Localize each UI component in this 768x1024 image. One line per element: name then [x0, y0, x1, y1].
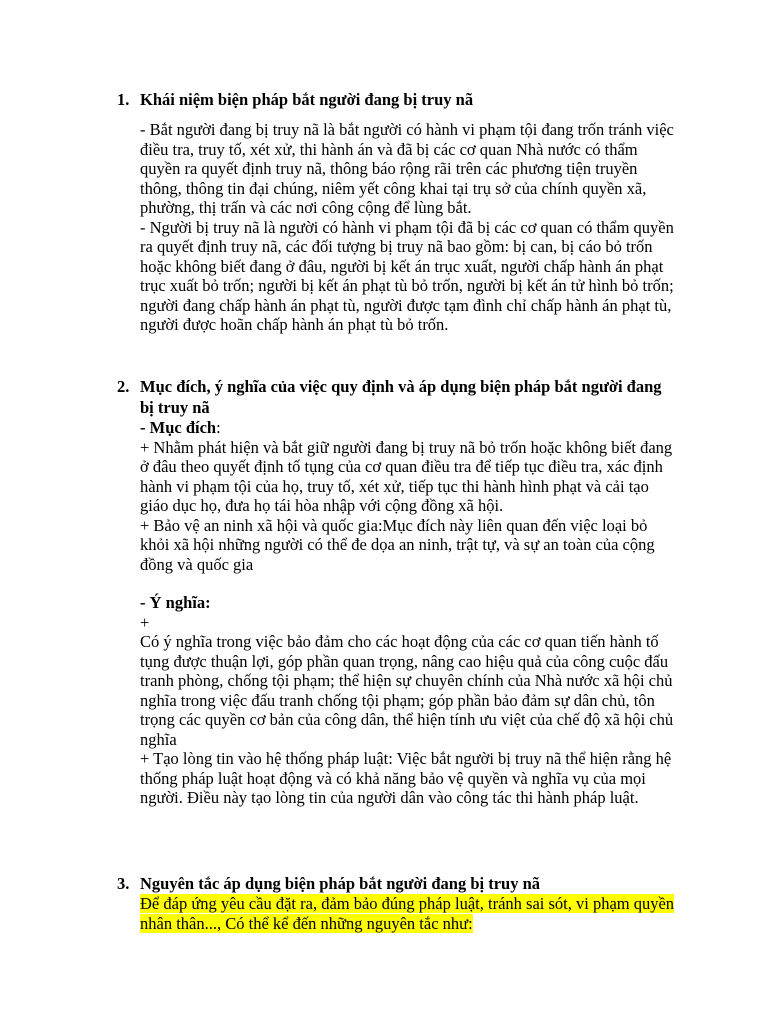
section-1-body — [140, 120, 677, 335]
section-1-paragraph-definition: - Bắt người đang bị truy nã là bắt người có hành vi phạm tội đang trốn tránh việc điều tra, truy tố, xét xử, thi hành án và đã bị các cơ quan Nhà nước có thẩm quyền ra quyết định truy nã, thông báo rộng rãi trên các phương tiện truyền thông, thông tin đại chúng, niêm yết công khai tại trụ sở của chính quyền xã, phường, thị trấn và các nơi công cộng để lùng bắt. — [140, 120, 674, 217]
purpose-label-text: - Mục đích — [140, 418, 217, 437]
purpose-label — [140, 418, 677, 438]
section-2-heading — [117, 376, 677, 418]
meaning-plus: + — [140, 612, 150, 632]
section-2-title: Mục đích, ý nghĩa của việc quy định và áp dụng biện pháp bắt người đang bị truy nã — [140, 377, 662, 417]
section-1-number: 1. — [117, 90, 130, 109]
meaning-item-1: Có ý nghĩa trong việc bảo đảm cho các hoạt động của các cơ quan tiến hành tố tụng được thuận lợi, góp phần quan trọng, nâng cao hiệu quả của công cuộc đấu tranh phòng, chống tội phạm; thể hiện sự chuyên chính của Nhà nước xã hội chủ nghĩa trong việc đấu tranh chống tội phạm; góp phần bảo đảm sự dân chủ, tôn trọng các quyền cơ bản của công dân, thể hiện tính ưu việt của chế độ xã hội chủ nghĩa — [140, 632, 674, 749]
section-1-heading — [117, 89, 677, 110]
meaning-item-2: + Tạo lòng tin vào hệ thống pháp luật: Việc bắt người bị truy nã thể hiện rằng hệ thống pháp luật hoạt động và có khả năng bảo vệ quyền và nghĩa vụ của mọi người. Điều này tạo lòng tin của người dân vào công tác thi hành pháp luật. — [140, 749, 672, 807]
section-2 — [117, 376, 677, 808]
purpose-item-2: + Bảo vệ an ninh xã hội và quốc gia:Mục đích này liên quan đến việc loại bỏ khỏi xã hội những người có thể đe dọa an ninh, trật tự, và sự an toàn của cộng đồng và quốc gia — [140, 515, 655, 574]
section-1-title: Khái niệm biện pháp bắt người đang bị truy nã — [140, 90, 474, 109]
purpose-label-colon: : — [216, 418, 221, 437]
meaning-label: - Ý nghĩa: — [140, 593, 211, 612]
section-2-body — [140, 418, 677, 808]
section-3-title: Nguyên tắc áp dụng biện pháp bắt người đang bị truy nã — [140, 874, 541, 893]
section-2-number: 2. — [117, 377, 130, 396]
spacer — [140, 574, 677, 593]
section-1 — [117, 89, 677, 335]
section-3 — [117, 873, 677, 933]
section-3-body — [140, 894, 677, 933]
highlighted-text: Để đáp ứng yêu cầu đặt ra, đảm bảo đúng pháp luật, tránh sai sót, vi phạm quyền nhân thân..., Có thể kể đến những nguyên tắc như: — [140, 894, 675, 933]
section-1-paragraph-wanted-person: - Người bị truy nã là người có hành vi phạm tội đã bị các cơ quan có thẩm quyền ra quyết định truy nã, các đối tượng bị truy nã bao gồm: bị can, bị cáo bỏ trốn hoặc không biết đang ở đâu, người bị kết án trục xuất, người chấp hành án phạt trục xuất bỏ trốn; người bị kết án phạt tù bỏ trốn, người bị kết án tử hình bỏ trốn; người đang chấp hành án phạt tù, người được tạm đình chỉ chấp hành án phạt tù, người được hoãn chấp hành án phạt tù bỏ trốn. — [140, 217, 674, 334]
section-3-highlighted-paragraph — [140, 894, 677, 933]
purpose-item-1: + Nhằm phát hiện và bắt giữ người đang bị truy nã bỏ trốn hoặc không biết đang ở đâu theo quyết định tố tụng của cơ quan điều tra để tiếp tục điều tra, xác định hành vi phạm tội của họ, truy tố, xét xử, tiếp tục thi hành hình phạt và cải tạo giáo dục họ, đưa họ tái hòa nhập với cộng đồng xã hội. — [140, 437, 673, 515]
section-3-heading — [117, 873, 677, 894]
section-3-number: 3. — [117, 874, 130, 893]
